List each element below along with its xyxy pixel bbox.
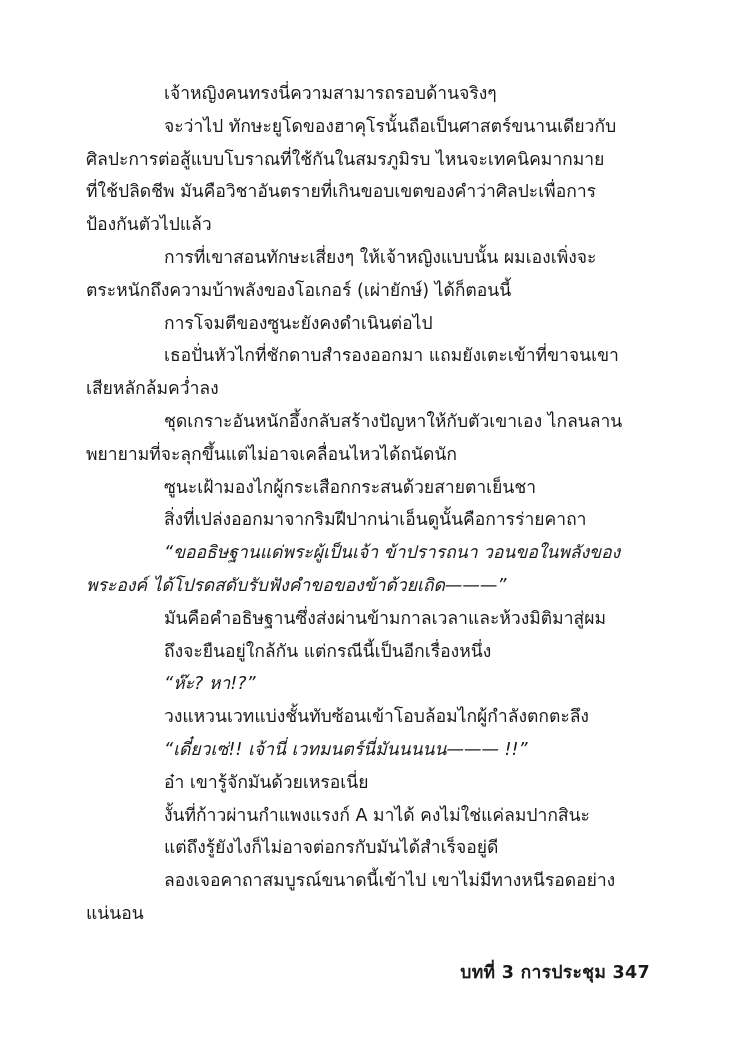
paragraph <box>86 504 652 537</box>
paragraph <box>86 668 652 701</box>
text-line: แน่นอน <box>86 903 144 924</box>
text-line: การที่เขาสอนทักษะเสี่ยงๆ ให้เจ้าหญิงแบบนั้น ผมเองเพิ่งจะ <box>164 247 597 268</box>
paragraph <box>86 308 652 341</box>
paragraph <box>86 800 652 833</box>
text-line: ศิลปะการต่อสู้แบบโบราณที่ใช้กันในสมรภูมิรบ ไหนจะเทคนิคมากมาย <box>86 149 605 170</box>
text-line: แต่ถึงรู้ยังไงก็ไม่อาจต่อกรกับมันได้สำเร็จอยู่ดี <box>164 838 499 859</box>
text-line: “ห๊ะ? หา!?” <box>164 674 256 695</box>
paragraph <box>86 767 652 800</box>
text-line: วงแหวนเวทแบ่งชั้นทับซ้อนเข้าโอบล้อมไกผู้กำลังตกตะลึง <box>164 707 589 728</box>
text-line: ถึงจะยืนอยู่ใกล้กัน แต่กรณีนี้เป็นอีกเรื่องหนึ่ง <box>164 641 492 662</box>
paragraph <box>86 242 652 308</box>
paragraph <box>86 636 652 669</box>
text-line: พระองค์ ได้โปรดสดับรับฟังคำขอของข้าด้วยเถิด———” <box>86 575 507 596</box>
paragraph <box>86 701 652 734</box>
text-line: การโจมตีของซูนะยังคงดำเนินต่อไป <box>164 313 433 334</box>
text-line: “ขออธิษฐานแด่พระผู้เป็นเจ้า ข้าปรารถนา วอนขอในพลังของ <box>164 543 621 564</box>
text-line: ลองเจอคาถาสมบูรณ์ขนาดนี้เข้าไป เขาไม่มีทางหนีรอดอย่าง <box>164 871 616 892</box>
text-line: พยายามที่จะลุกขึ้นแต่ไม่อาจเคลื่อนไหวได้ถนัดนัก <box>86 444 457 465</box>
text-line: งั้นที่ก้าวผ่านกำแพงแรงก์ A มาได้ คงไม่ใช่แค่ลมปากสินะ <box>164 805 590 826</box>
text-line: มันคือคำอธิษฐานซึ่งส่งผ่านข้ามกาลเวลาและห้วงมิติมาสู่ผม <box>164 608 606 629</box>
text-line: ซูนะเฝ้ามองไกผู้กระเสือกกระสนด้วยสายตาเย็นชา <box>164 477 537 498</box>
page-footer: บทที่ 3 การประชุม 347 <box>460 963 650 983</box>
paragraph <box>86 865 652 931</box>
paragraph <box>86 78 652 111</box>
text-line: เธอปั่นหัวไกที่ชักดาบสำรองออกมา แถมยังเตะเข้าที่ขาจนเขา <box>164 346 619 367</box>
paragraph <box>86 832 652 865</box>
paragraph <box>86 406 652 472</box>
text-line: อ๋า เขารู้จักมันด้วยเหรอเนี่ย <box>164 772 369 793</box>
text-line: สิ่งที่เปล่งออกมาจากริมฝีปากน่าเอ็นดูนั้นคือการร่ายคาถา <box>164 510 587 531</box>
text-line: ที่ใช้ปลิดชีพ มันคือวิชาอันตรายที่เกินขอบเขตของคำว่าศิลปะเพื่อการ <box>86 182 597 203</box>
paragraph <box>86 603 652 636</box>
body-text <box>86 78 652 931</box>
text-line: เสียหลักล้มคว่ำลง <box>86 379 219 400</box>
text-line: จะว่าไป ทักษะยูโดของฮาคุโรนั้นถือเป็นศาสตร์ขนานเดียวกับ <box>164 116 617 137</box>
paragraph <box>86 111 652 242</box>
paragraph <box>86 734 652 767</box>
paragraph <box>86 340 652 406</box>
text-line: “เดี๋ยวเซ่!! เจ้านี่ เวทมนตร์นี่มันนนนน——— !!” <box>164 739 528 760</box>
text-line: เจ้าหญิงคนทรงนี่ความสามารถรอบด้านจริงๆ <box>164 84 497 104</box>
text-line: ป้องกันตัวไปแล้ว <box>86 215 212 236</box>
paragraph <box>86 537 652 603</box>
text-line: ตระหนักถึงความบ้าพลังของโอเกอร์ (เผ่ายักษ์) ได้ก็ตอนนี้ <box>86 280 512 301</box>
text-line: ชุดเกราะอันหนักอึ้งกลับสร้างปัญหาให้กับตัวเขาเอง ไกลนลาน <box>164 411 623 432</box>
paragraph <box>86 472 652 505</box>
